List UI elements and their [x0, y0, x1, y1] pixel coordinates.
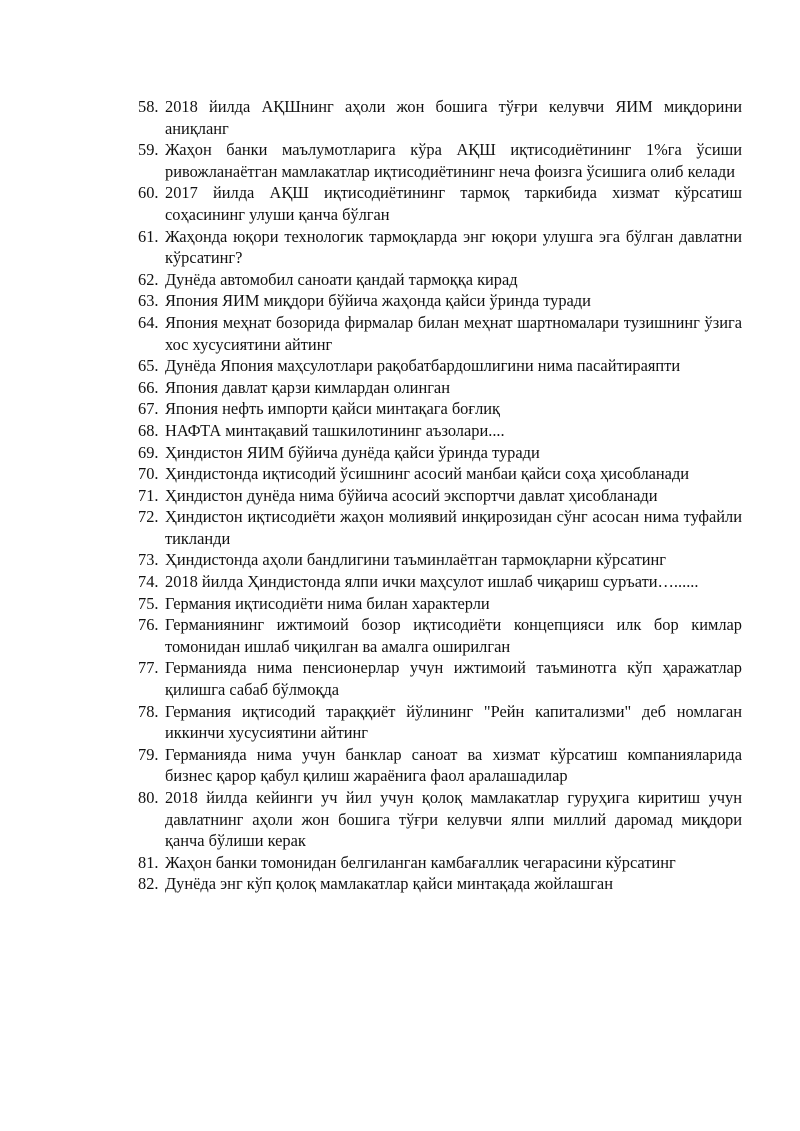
question-text: Жаҳонда юқори технологик тармоқларда энг юқори улушга эга бўлган давлатни кўрсатинг?	[165, 226, 742, 268]
question-text: Германияда нима учун банклар саноат ва хизмат кўрсатиш компанияларида бизнес қарор қабул қилиш жараёнига фаол аралашадилар	[165, 744, 742, 786]
question-number: 74.	[138, 572, 159, 592]
question-text: Германия иқтисодий тараққиёт йўлининг "Рейн капитализми" деб номлаган иккинчи хусусиятини айтинг	[165, 701, 742, 743]
question-number: 61.	[138, 226, 159, 246]
question-text: Германияда нима пенсионерлар учун ижтимоий таъминотга кўп ҳаражатлар қилишга сабаб бўлмоқда	[165, 658, 742, 700]
question-text: Япония меҳнат бозорида фирмалар билан меҳнат шартномалари тузишнинг ўзига хос хусусиятини айтинг	[165, 312, 742, 354]
question-text: 2018 йилда АҚШнинг аҳоли жон бошига тўғри келувчи ЯИМ миқдорини аниқланг	[165, 97, 742, 138]
question-item	[138, 312, 742, 355]
question-text: Дунёда Япония маҳсулотлари рақобатбардошлигини нима пасайтираяпти	[165, 356, 681, 376]
question-item	[138, 614, 742, 657]
question-number: 68.	[138, 420, 159, 440]
question-number: 75.	[138, 593, 159, 613]
question-number: 82.	[138, 874, 159, 894]
question-item	[138, 485, 742, 507]
question-item	[138, 873, 742, 895]
question-item	[138, 571, 742, 593]
question-number: 80.	[138, 788, 159, 807]
question-text: Япония давлат қарзи кимлардан олинган	[165, 377, 450, 397]
question-item	[138, 377, 742, 399]
question-number: 78.	[138, 701, 159, 721]
question-text: Ҳиндистонда аҳоли бандлигини таъминлаётган тармоқларни кўрсатинг	[165, 550, 667, 570]
question-number: 73.	[138, 550, 159, 570]
question-text: 2018 йилда Ҳиндистонда ялпи ички маҳсулот ишлаб чиқариш суръати…......	[165, 572, 699, 592]
question-item	[138, 463, 742, 485]
question-text: 2017 йилда АҚШ иқтисодиётининг тармоқ таркибида хизмат кўрсатиш соҳасининг улуши қанча бўлган	[165, 183, 742, 224]
question-item	[138, 442, 742, 464]
question-number: 66.	[138, 377, 159, 397]
question-item	[138, 269, 742, 291]
question-number: 69.	[138, 442, 159, 462]
question-text: Ҳиндистонда иқтисодий ўсишнинг асосий манбаи қайси соҳа ҳисобланади	[165, 464, 690, 484]
question-item	[138, 549, 742, 571]
question-number: 60.	[138, 183, 159, 203]
question-item	[138, 787, 742, 852]
question-text: Дунёда автомобил саноати қандай тармоққа кирад	[165, 269, 518, 289]
question-number: 67.	[138, 399, 159, 419]
question-text: Ҳиндистон иқтисодиёти жаҳон молиявий инқирозидан сўнг асосан нима туфайли тикланди	[165, 507, 742, 548]
question-item	[138, 701, 742, 744]
question-text: Япония нефть импорти қайси минтақага боғлиқ	[165, 399, 501, 419]
question-item	[138, 744, 742, 787]
question-item	[138, 506, 742, 549]
question-number: 79.	[138, 744, 159, 764]
question-text: Германиянинг ижтимоий бозор иқтисодиёти концепцияси илк бор кимлар томонидан ишлаб чиқилган ва амалга оширилган	[165, 615, 742, 656]
question-number: 58.	[138, 97, 159, 116]
question-item	[138, 657, 742, 700]
question-text: Дунёда энг кўп қолоқ мамлакатлар қайси минтақада жойлашган	[165, 874, 613, 894]
question-number: 77.	[138, 658, 159, 678]
question-text: Ҳиндистон дунёда нима бўйича асосий экспортчи давлат ҳисобланади	[165, 485, 658, 505]
question-item	[138, 139, 742, 182]
question-text: Ҳиндистон ЯИМ бўйича дунёда қайси ўринда туради	[165, 442, 540, 462]
question-item	[138, 593, 742, 615]
question-number: 70.	[138, 464, 159, 484]
question-item	[138, 355, 742, 377]
question-item	[138, 420, 742, 442]
question-text: 2018 йилда кейинги уч йил учун қолоқ мамлакатлар гуруҳига киритиш учун давлатнинг аҳоли жон бошига тўғри келувчи ялпи миллий даромад миқдори қанча бўлиши керак	[165, 788, 742, 851]
question-item	[138, 852, 742, 874]
question-number: 81.	[138, 852, 159, 872]
question-text: Жаҳон банки томонидан белгиланган камбағаллик чегарасини кўрсатинг	[165, 852, 676, 872]
question-number: 59.	[138, 140, 159, 160]
question-number: 76.	[138, 615, 159, 635]
question-number: 64.	[138, 312, 159, 332]
question-number: 71.	[138, 485, 159, 505]
question-number: 65.	[138, 356, 159, 376]
question-list	[138, 96, 742, 895]
question-item	[138, 96, 742, 139]
question-item	[138, 182, 742, 225]
question-text: Германия иқтисодиёти нима билан характерли	[165, 593, 490, 613]
question-text: Жаҳон банки маълумотларига кўра АҚШ иқтисодиётининг 1%га ўсиши ривожланаётган мамлакатлар иқтисодиётининг неча фоизга ўсишига олиб келади	[165, 140, 742, 181]
question-number: 72.	[138, 507, 159, 527]
question-item	[138, 290, 742, 312]
question-text: НАФТА минтақавий ташкилотининг аъзолари....	[165, 420, 505, 440]
question-number: 62.	[138, 269, 159, 289]
question-number: 63.	[138, 291, 159, 311]
question-item	[138, 226, 742, 269]
question-item	[138, 398, 742, 420]
question-text: Япония ЯИМ миқдори бўйича жаҳонда қайси ўринда туради	[165, 291, 591, 311]
